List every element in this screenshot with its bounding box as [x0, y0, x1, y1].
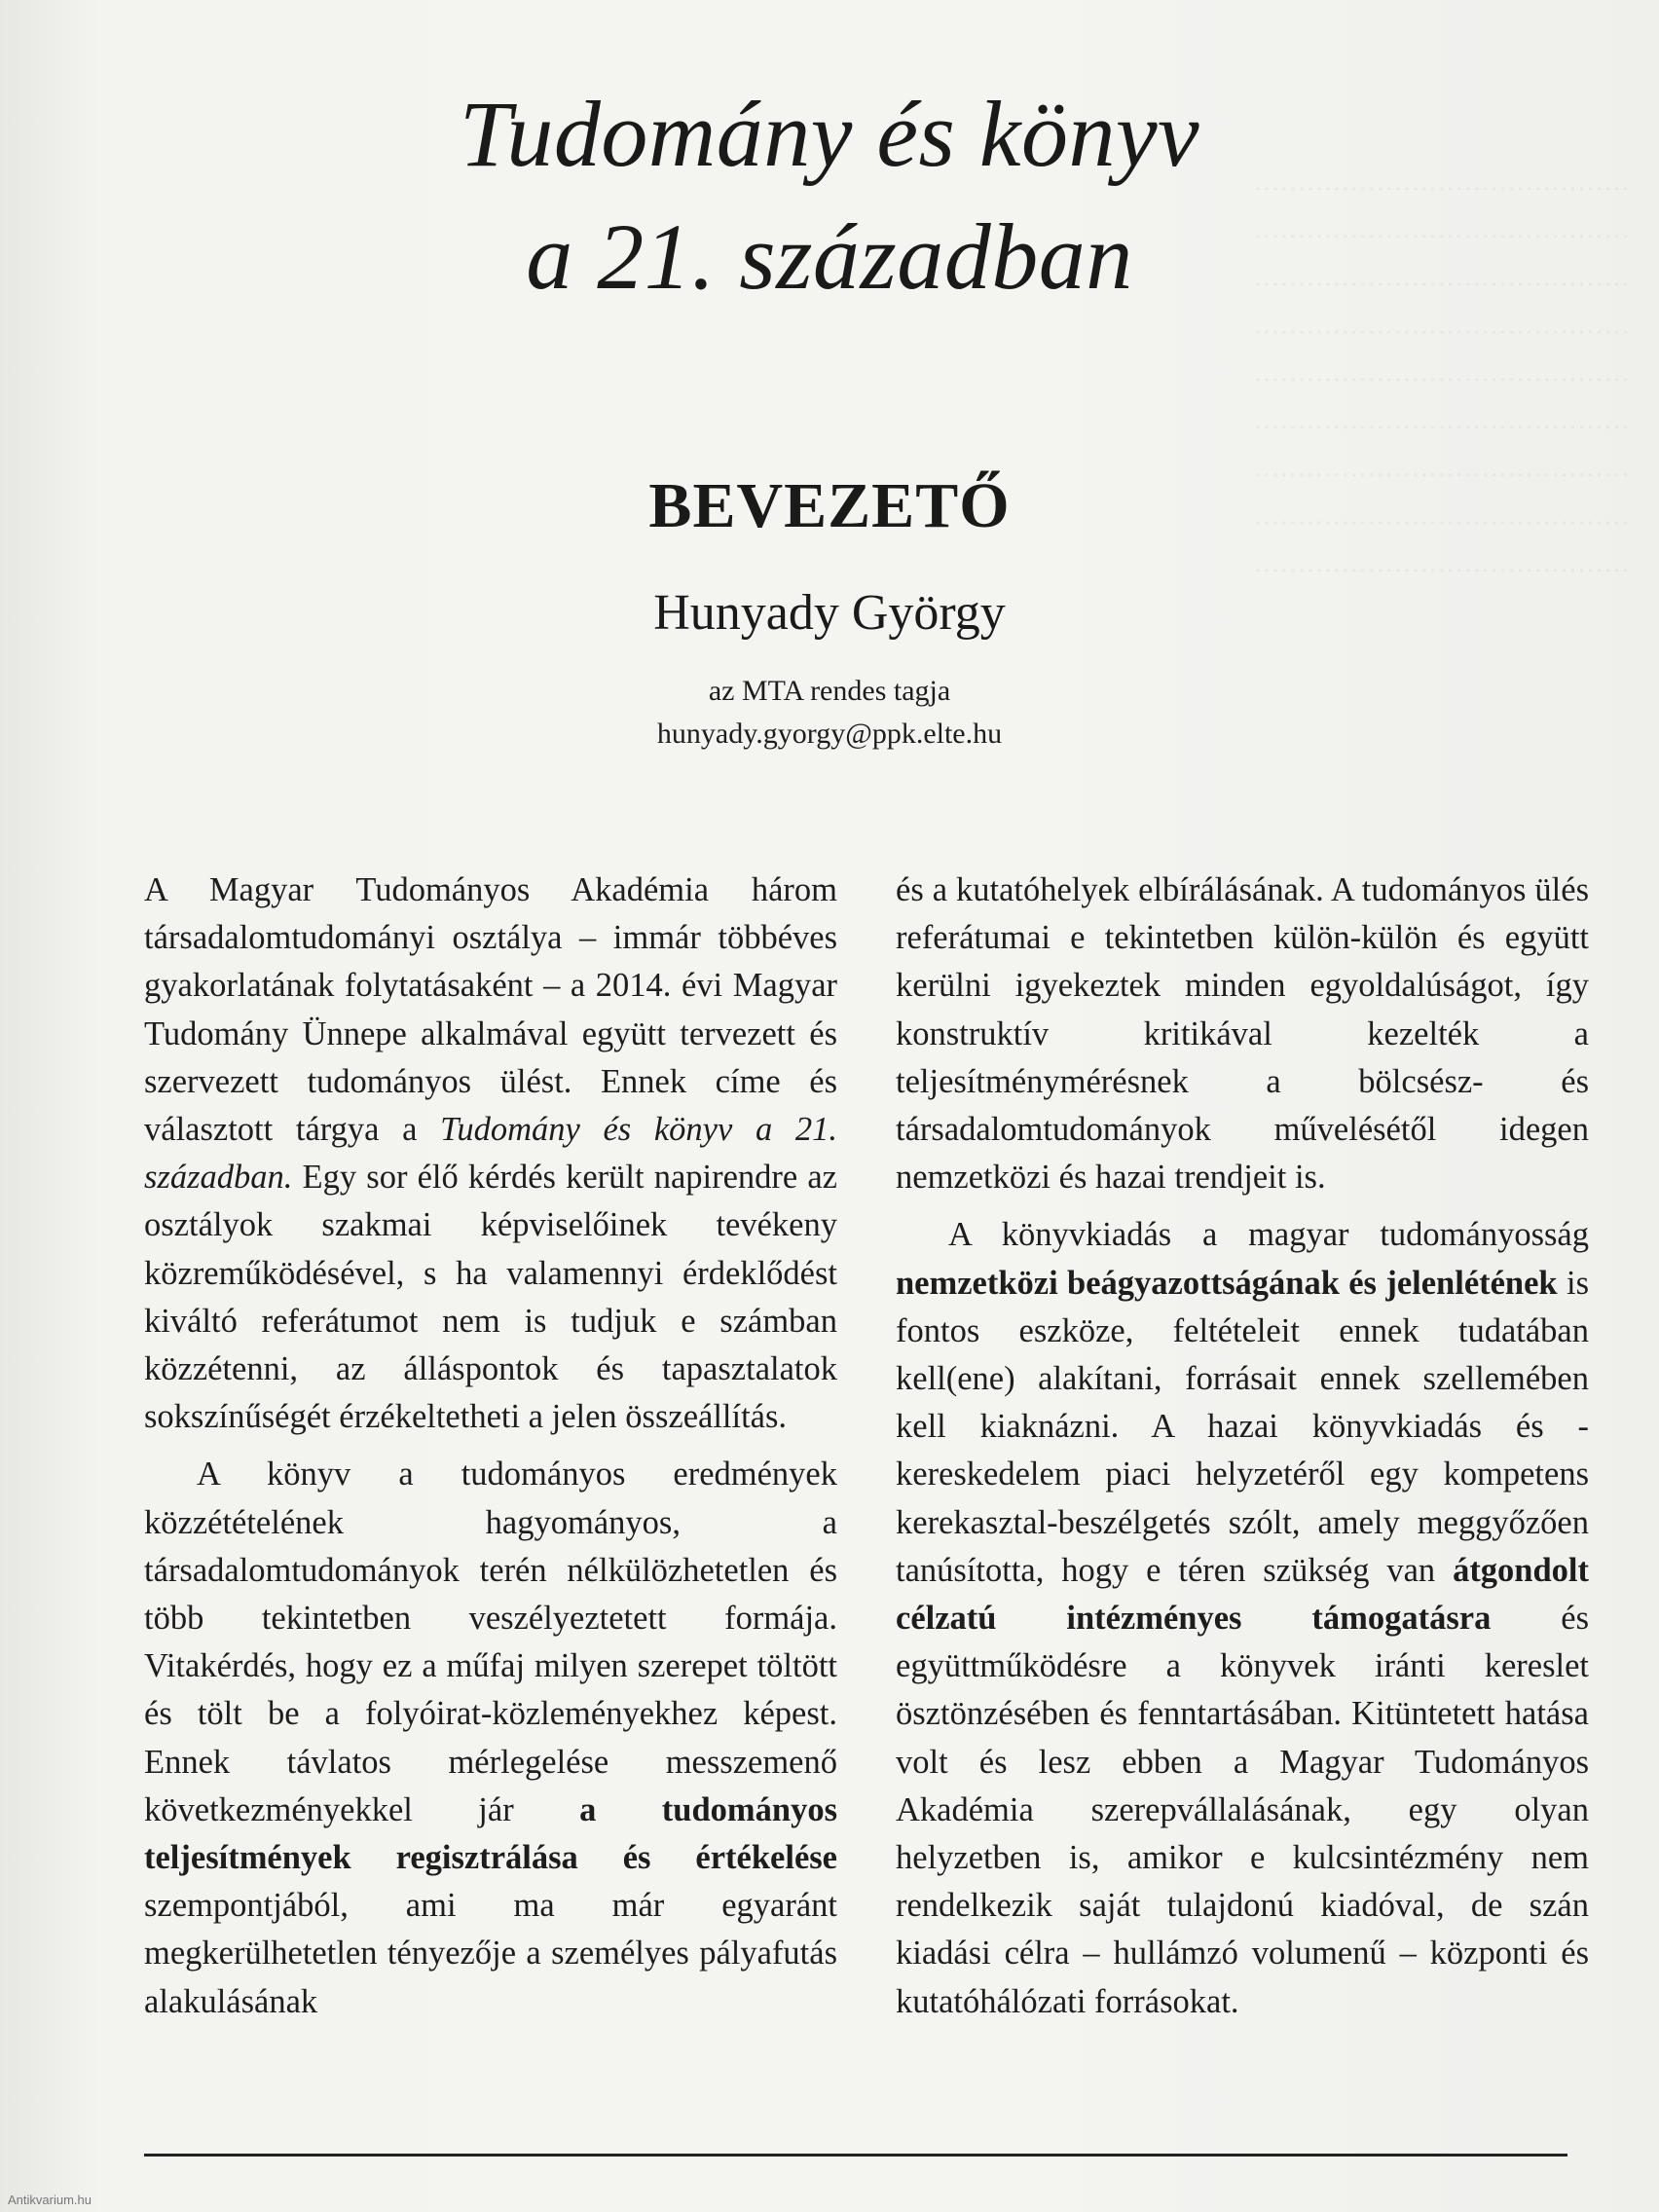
left-p2-end: szempontjából, ami ma már egyaránt megkerülhetetlen tényezője a személyes pályafutás alakulásának [144, 1887, 837, 2020]
left-p2-bold: a tudományos teljesítmények regisztrálása és értékelése [144, 1790, 837, 1877]
watermark: Antikvarium.hu [8, 2193, 92, 2207]
author-name: Hunyady György [653, 585, 1006, 641]
author-affiliation: az MTA rendes tagja [708, 675, 951, 707]
left-paragraph-1 [144, 866, 837, 1441]
right-p1-text: és a kutatóhelyek elbírálásának. A tudományos ülés referátumai e tekintetben külön-külön és együtt kerülni igyekeztek minden egyoldalúságot, így konstruktív kritikával kezelték a teljesítménymérésnek a bölcsész- és társadalomtudományok művelésétől idegen nemzetközi és hazai trendjeit is. [896, 871, 1589, 1197]
section-heading: BEVEZETŐ [648, 470, 1011, 541]
right-p2-bold: nemzetközi beágyazottságának és jelenlétének [896, 1264, 1558, 1302]
right-p2-bold-2: átgondolt célzatú intézményes támogatásra [896, 1551, 1589, 1638]
right-paragraph-2 [896, 1211, 1589, 2025]
left-column [144, 866, 837, 2026]
right-p2-mid: is fontos eszköze, feltételeit ennek tudatában kell(ene) alakítani, forrásait ennek szellemében kell kiaknázni. A hazai könyvkiadás és -kereskedelem piaci helyzetéről egy kompetens kerekasztal-beszélgetés szólt, amely meggyőzően tanúsította, hogy e téren szükség van [896, 1264, 1589, 1589]
article-title [0, 73, 1659, 318]
right-p2-end: és együttműködésre a könyvek iránti kereslet ösztönzésében és fenntartásában. Kitüntetett hatása volt és lesz ebben a Magyar Tudományos Akadémia szerepvállalásának, egy olyan helyzetben is, amikor e kulcsintézmény nem rendelkezik saját tulajdonú kiadóval, de szán kiadási célra – hullámzó volumenű – központi és kutatóhálózati forrásokat. [896, 1600, 1589, 2020]
author-email: hunyady.gyorgy@ppk.elte.hu [656, 718, 1003, 750]
left-p1-text: A Magyar Tudományos Akadémia három társadalomtudományi osztálya – immár többéves gyakorlatának folytatásaként – a 2014. évi Magyar Tudomány Ünnepe alkalmával együtt tervezett és szervezett tudományos ülést. Ennek címe és választott tárgya a [144, 871, 837, 1149]
left-paragraph-2 [144, 1451, 837, 2025]
left-p1-end: Egy sor élő kérdés került napirendre az osztályok szakmai képviselőinek tevékeny közreműködésével, s ha valamennyi érdeklődést kiváltó referátumot nem is tudjuk e számban közzétenni, az álláspontok és tapasztalatok sokszínűségét érzékeltetheti a jelen összeállítás. [144, 1159, 837, 1436]
left-p1-italic: Tudomány és könyv a 21. században. [144, 1111, 837, 1197]
left-p2-text: A könyv a tudományos eredmények közzétételének hagyományos, a társadalomtudományok terén nélkülözhetetlen és több tekintetben veszélyeztetett formája. Vitakérdés, hogy ez a műfaj milyen szerepet töltött és tölt be a folyóirat-közleményekhez képest. Ennek távlatos mérlegelése messzemenő következményekkel jár [144, 1456, 837, 1828]
title-line-2: a 21. században [526, 204, 1133, 309]
right-paragraph-1 [896, 866, 1589, 1201]
right-column [896, 866, 1589, 2026]
author-affiliation-block [0, 670, 1659, 756]
bottom-rule [144, 2154, 1567, 2157]
right-p2-text: A könyvkiadás a magyar tudományosság [948, 1216, 1589, 1254]
title-line-1: Tudomány és könyv [459, 82, 1200, 186]
